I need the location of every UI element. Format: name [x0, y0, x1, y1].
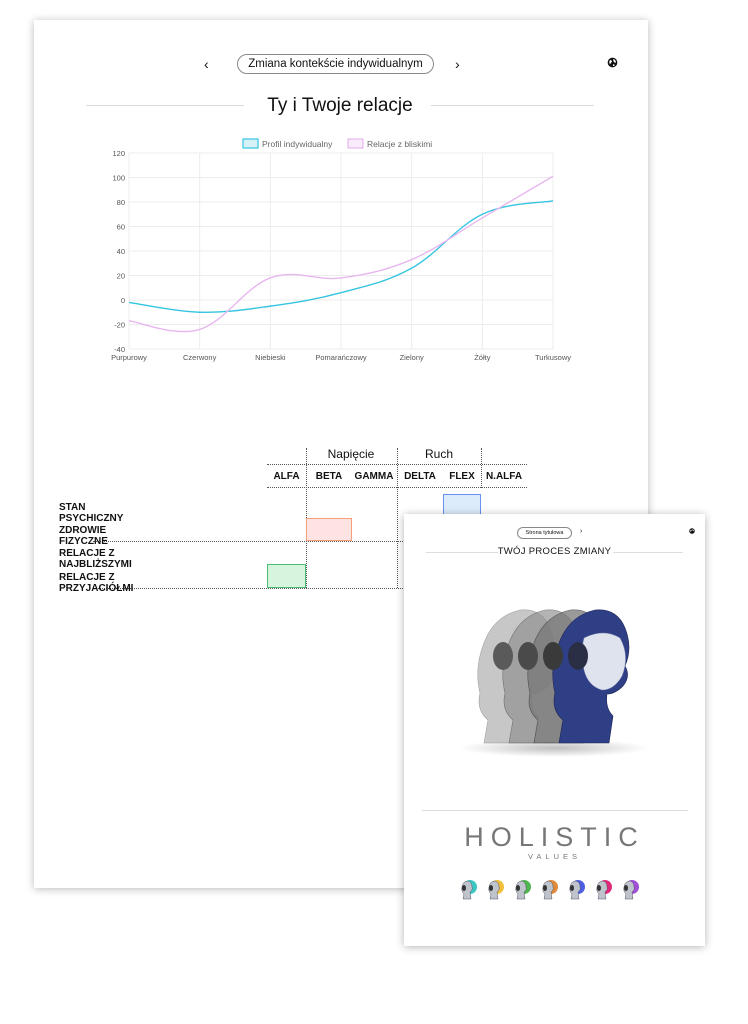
statue-busts-illustration: [454, 598, 654, 758]
page-title: Ty i Twoje relacje: [267, 95, 413, 116]
divider: [422, 810, 688, 811]
highlight-cell-alfa: [267, 564, 306, 588]
divider: [93, 541, 405, 542]
cover-title-pill[interactable]: Strona tytułowa: [517, 527, 572, 539]
divider: [397, 448, 398, 588]
legend-swatch: [348, 139, 363, 148]
color-avatar-icon: [593, 878, 613, 900]
column-header-delta: DELTA: [404, 471, 436, 482]
brand-logo: HOLISTIC: [464, 822, 645, 852]
y-tick-label: 120: [112, 149, 125, 158]
column-header-beta: BETA: [315, 471, 343, 482]
color-avatar-icon: [512, 878, 532, 900]
group-header-napiecie: Napięcie: [327, 447, 375, 461]
line-chart: [0, 0, 748, 400]
x-tick-label: Turkusowy: [535, 353, 571, 362]
row-label-zdrowie-fizyczne: ZDROWIE FIZYCZNE: [59, 525, 108, 547]
x-tick-label: Zielony: [399, 353, 424, 362]
x-tick-label: Czerwony: [182, 353, 217, 362]
color-avatar-icon: [539, 878, 559, 900]
group-header-ruch: Ruch: [424, 447, 453, 461]
column-header-gamma: GAMMA: [354, 471, 394, 482]
color-avatar-row: [458, 878, 658, 902]
y-tick-label: -20: [114, 320, 125, 330]
color-avatar-icon: [458, 878, 478, 900]
highlight-cell-flex: [443, 494, 481, 516]
x-tick-label: Purpurowy: [111, 353, 147, 362]
row-label-stan-psychiczny: STAN PSYCHICZNY: [59, 502, 124, 524]
color-avatar-icon: [620, 878, 640, 900]
y-tick-label: 20: [116, 271, 125, 281]
cover-title: TWÓJ PROCES ZMIANY: [497, 546, 612, 557]
row-label-relacje-z-przyjaciolmi: RELACJE Z PRZYJACIÓŁMI: [59, 572, 134, 594]
chevron-right-icon[interactable]: ›: [455, 56, 460, 72]
y-tick-label: 0: [120, 296, 125, 305]
section-title-pill[interactable]: Zmiana kontekście indywidualnym: [237, 54, 434, 74]
highlight-cell-beta: [306, 518, 352, 541]
chevron-right-icon[interactable]: ›: [580, 528, 583, 535]
x-tick-label: Pomarańczowy: [315, 353, 367, 362]
legend-label: Relacje z bliskimi: [367, 139, 433, 149]
y-tick-label: 100: [112, 173, 125, 183]
legend-label: Profil indywidualny: [262, 139, 333, 149]
color-avatar-icon: [485, 878, 505, 900]
x-tick-label: Żółty: [474, 353, 491, 362]
y-tick-label: 80: [116, 198, 125, 207]
chevron-left-icon[interactable]: ‹: [204, 56, 209, 72]
y-tick-label: 60: [116, 222, 125, 232]
divider: [93, 588, 405, 589]
brand-logo-subtitle: VALUES: [527, 852, 582, 861]
report-page-front: [404, 514, 705, 946]
column-header-n-alfa: N.ALFA: [485, 471, 523, 482]
divider: [481, 448, 482, 488]
y-tick-label: 40: [116, 247, 125, 256]
column-header-flex: FLEX: [449, 471, 475, 482]
globe-icon[interactable]: [689, 528, 695, 534]
legend-swatch: [243, 139, 258, 148]
row-label-relacje-z-najblizszymi: RELACJE Z NAJBLIŻSZYMI: [59, 548, 132, 570]
y-tick-label: -40: [114, 345, 125, 354]
color-avatar-icon: [566, 878, 586, 900]
x-tick-label: Niebieski: [255, 353, 286, 362]
column-header-alfa: ALFA: [273, 471, 300, 482]
